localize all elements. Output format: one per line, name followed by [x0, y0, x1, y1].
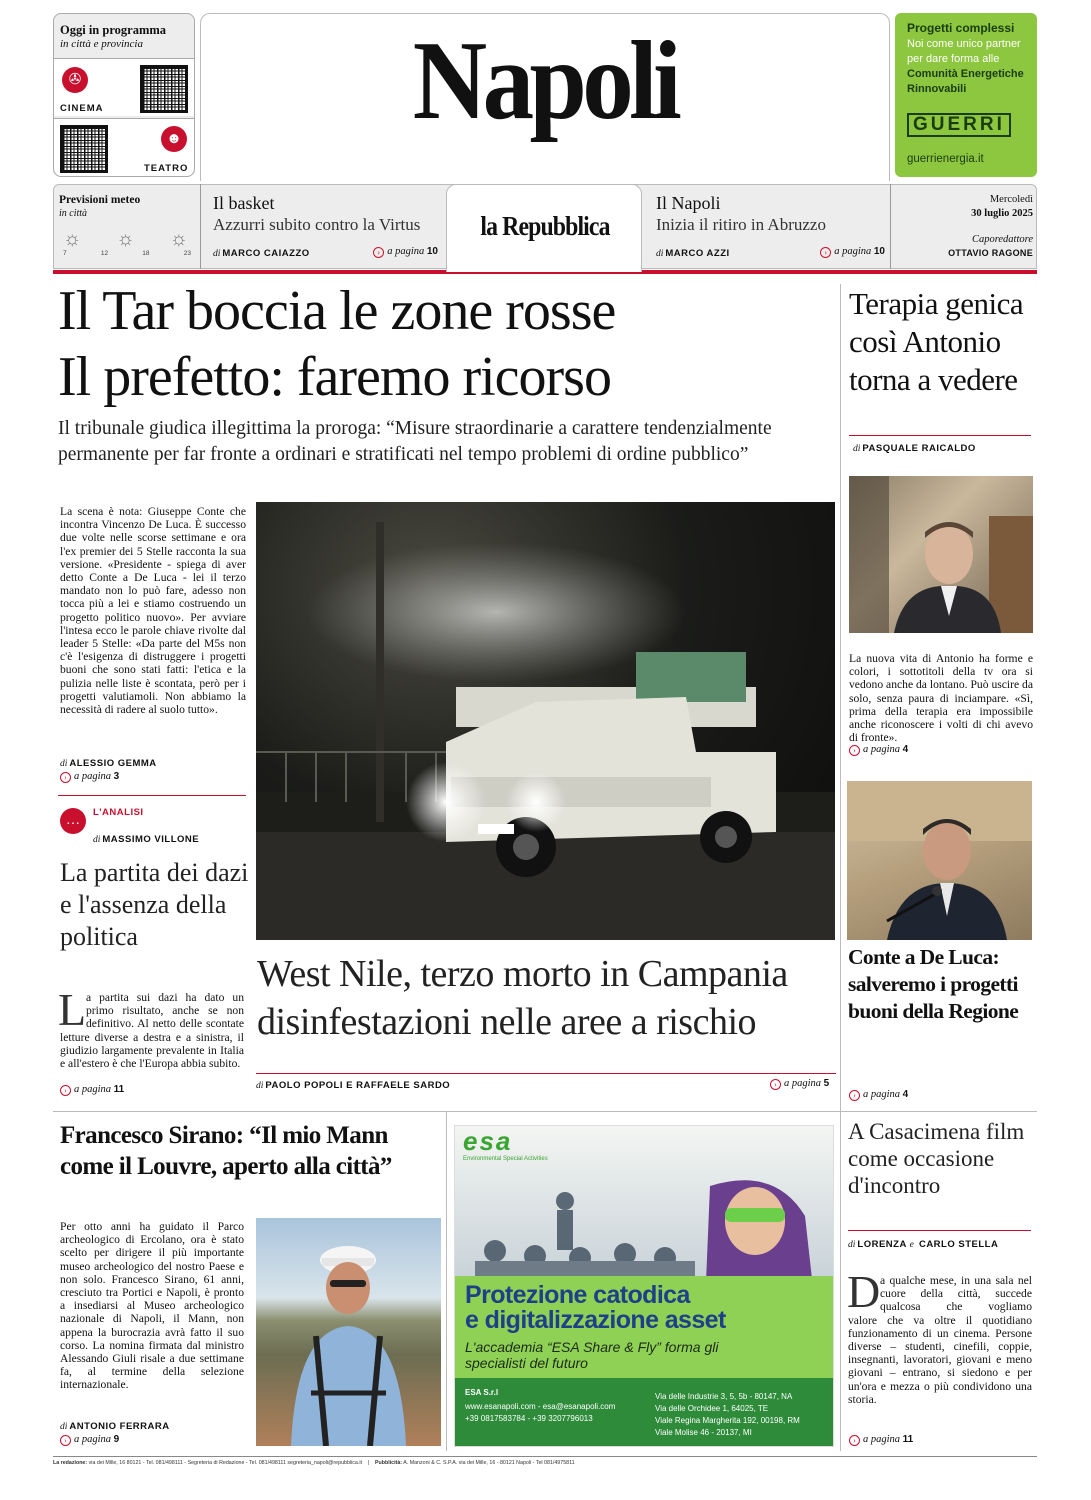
- weather-hour: 18: [142, 250, 150, 257]
- west-nile-byline-prefix: di: [256, 1081, 264, 1091]
- arrow-icon: ›: [849, 1090, 860, 1101]
- casacimena-text: a qualche mese, in una sala nel cuore della città, succede qualcosa che vogliamo: [880, 1274, 1032, 1313]
- gene-text: La nuova vita di Antonio ha forme e colori, i sottotitoli della tv ora si vedono anche da lontano. Può uscire da solo, senza paura di inciampare. «Sì, prima della terapia era impossibile anche riconoscere i volti di chi avevo di fronte».: [849, 652, 1033, 745]
- program-box: [53, 13, 195, 177]
- gene-byline: [853, 443, 976, 454]
- casacimena-ref-prefix: a pagina: [863, 1434, 901, 1445]
- conte-photo-drawing: [847, 781, 1032, 940]
- casacimena-author-2: CARLO STELLA: [918, 1239, 999, 1250]
- weather-hour: 12: [100, 250, 109, 257]
- arrow-icon: ›: [770, 1079, 781, 1090]
- footer-right: A. Manzoni & C. S.P.A. via dei Mille, 16 - 80121 Napoli - Tel 081/4975811: [403, 1460, 575, 1466]
- basket-teaser[interactable]: [200, 184, 443, 269]
- gene-author: PASQUALE RAICALDO: [862, 443, 976, 454]
- arrow-icon: ›: [60, 1085, 71, 1096]
- sirano-byline-prefix: di: [60, 1422, 68, 1432]
- casacimena-page-ref[interactable]: [849, 1434, 913, 1446]
- conte-author: ALESSIO GEMMA: [69, 758, 157, 769]
- sun-icon: ☼: [116, 227, 135, 250]
- conte-deluca-page: 4: [902, 1089, 909, 1100]
- west-nile-ref-prefix: a pagina: [784, 1078, 822, 1089]
- conte-ref-prefix: a pagina: [74, 771, 112, 782]
- conte-photo: [847, 781, 1032, 940]
- casacimena-and: e: [909, 1240, 914, 1250]
- footer: La redazione: via dei Mille, 16 80121 - Tel. 081/498111 - Segreteria di Redazione - Tel. 081/498111 segreteria_napoli@repubblica.it | Pubblicità: A. Manzoni & C. S.P.A. via dei Mille, 16 - 80121 Napoli - Tel 081/4975811: [53, 1460, 575, 1466]
- cinema-qr-icon[interactable]: [140, 65, 188, 113]
- conte-deluca-headline[interactable]: Conte a De Luca: salveremo i progetti buoni della Regione: [848, 945, 1019, 1023]
- date-box: [893, 184, 1033, 269]
- film-reel-icon: ✇: [62, 67, 88, 93]
- analysis-text: a partita sui dazi ha dato un primo risultato, anche se non definitivo. Al netto delle scontate: [86, 991, 244, 1030]
- west-nile-author: PAOLO POPOLI E RAFFAELE SARDO: [265, 1080, 451, 1091]
- casacimena-headline[interactable]: A Casacimena film come occasione d'incontro: [848, 1119, 1025, 1198]
- conte-deluca-ref-prefix: a pagina: [863, 1089, 901, 1100]
- arrow-icon: ›: [849, 745, 860, 756]
- analysis-text-2: [60, 1030, 244, 1083]
- lead-subhead: Il tribunale giudica illegittima la proroga: “Misure straordinarie a carattere tendenzialmente permanente per far fronte a ordinari e stratificati nel tempo problemi di ordine pubblico”: [58, 418, 772, 465]
- napoli-headline: Inizia il ritiro in Abruzzo: [656, 215, 826, 234]
- weather-subtitle: in città: [59, 208, 88, 219]
- ad-esa-address-2: Via delle Orchidee 1, 64025, TE: [655, 1404, 769, 1413]
- ad-esa-contact-2[interactable]: +39 0817583784 - +39 3207796013: [465, 1414, 593, 1423]
- napoli-teaser[interactable]: [644, 184, 890, 269]
- sirano-page: 9: [113, 1434, 120, 1445]
- weather-hour: 7: [63, 250, 67, 257]
- analysis-headline[interactable]: La partita dei dazi e l'assenza della politica: [60, 858, 249, 951]
- basket-kicker: Il basket: [213, 193, 275, 213]
- footer-right-label: Pubblicità:: [374, 1460, 403, 1466]
- section-rule: [849, 435, 1031, 436]
- lead-headline-2[interactable]: Il prefetto: faremo ricorso: [58, 346, 611, 408]
- gene-ref-prefix: a pagina: [863, 744, 901, 755]
- napoli-byline: [656, 248, 730, 259]
- editor-role: Caporedattore: [971, 234, 1033, 245]
- west-nile-headline[interactable]: West Nile, terzo morto in Campania disinfestazioni nelle aree a rischio: [257, 953, 788, 1043]
- ad-esa-address-3: Viale Regina Margherita 192, 00198, RM: [655, 1416, 800, 1425]
- brand-logo: la Repubblica: [480, 211, 610, 241]
- sirano-ref-prefix: a pagina: [74, 1434, 112, 1445]
- gene-page: 4: [902, 744, 909, 755]
- analysis-ref-prefix: a pagina: [74, 1084, 112, 1095]
- basket-ref-prefix: a pagina: [387, 246, 425, 257]
- sirano-photo: [256, 1218, 441, 1446]
- ad-guerri-line2: per dare forma alle: [907, 53, 1000, 65]
- ad-guerri-line1: Noi come unico partner: [907, 38, 1021, 50]
- west-nile-photo-drawing: [256, 502, 835, 940]
- sun-icon: ☼: [169, 227, 188, 250]
- ad-esa[interactable]: [454, 1125, 834, 1447]
- sirano-photo-drawing: [256, 1218, 441, 1446]
- arrow-icon: ›: [60, 772, 71, 783]
- teatro-qr-icon[interactable]: [60, 125, 108, 173]
- gene-page-ref[interactable]: [849, 744, 908, 756]
- weather-hours: [63, 250, 191, 257]
- basket-byline-prefix: di: [213, 249, 221, 259]
- west-nile-page-ref[interactable]: [770, 1078, 829, 1090]
- ad-esa-info-band: [455, 1378, 834, 1447]
- lead-headline-1[interactable]: Il Tar boccia le zone rosse: [58, 280, 616, 342]
- column-divider: [446, 1111, 447, 1451]
- sirano-headline[interactable]: Francesco Sirano: “Il mio Mann come il Louvre, aperto alla città”: [60, 1122, 392, 1180]
- basket-author: MARCO CAIAZZO: [222, 248, 310, 259]
- footer-left-label: La redazione:: [53, 1460, 88, 1466]
- analysis-page: 11: [113, 1084, 125, 1095]
- napoli-ref-prefix: a pagina: [834, 246, 872, 257]
- bar-divider: [890, 184, 891, 269]
- casacimena-byline: [848, 1239, 998, 1250]
- basket-headline: Azzurri subito contro la Virtus: [213, 215, 421, 234]
- basket-page-ref[interactable]: [373, 246, 438, 258]
- analysis-author: MASSIMO VILLONE: [102, 834, 200, 845]
- conte-deluca-page-ref[interactable]: [849, 1089, 908, 1101]
- arrow-icon: ›: [820, 247, 831, 258]
- napoli-page: 10: [873, 246, 885, 257]
- cinema-cell[interactable]: [54, 58, 194, 116]
- sirano-byline: [60, 1421, 170, 1432]
- editor-name: OTTAVIO RAGONE: [948, 248, 1033, 258]
- ad-esa-headline-2: e digitalizzazione asset: [465, 1306, 726, 1334]
- casacimena-text-continued: valore che va oltre il quotidiano funzionamento di un cinema. Persone diverse – studenti, cinefili, coppie, insegnanti, lavoratori, giovani e meno giovani – entrano, si siedono e per un'ora e mezza o più condividono una storia.: [848, 1313, 1032, 1406]
- napoli-byline-prefix: di: [656, 249, 664, 259]
- napoli-page-ref[interactable]: [820, 246, 885, 258]
- ad-esa-tagline: L'accademia “ESA Share & Fly” forma gli specialisti del futuro: [465, 1339, 719, 1371]
- gene-byline-prefix: di: [853, 444, 861, 454]
- ad-guerri[interactable]: [895, 13, 1037, 177]
- section-rule: [58, 795, 246, 796]
- column-divider: [840, 1111, 841, 1451]
- ad-esa-contact-1[interactable]: www.esanapoli.com - esa@esanapoli.com: [465, 1402, 616, 1411]
- theatre-mask-icon: ☻: [161, 126, 187, 152]
- basket-page: 10: [426, 246, 438, 257]
- antonio-photo: [849, 476, 1033, 633]
- ad-esa-company: ESA S.r.l: [465, 1388, 499, 1397]
- program-title: Oggi in programma: [60, 23, 167, 37]
- west-nile-photo: [256, 502, 835, 940]
- sun-icon: ☼: [63, 227, 82, 250]
- west-nile-page: 5: [823, 1078, 830, 1089]
- conte-story-text: La scena è nota: Giuseppe Conte che incontra Vincenzo De Luca. È successo due volte nelle scorse settimane e ora l'ex premier dei 5 Stelle racconta la sua versione. «Presidente - spiega di aver detto Conte a De Luca - lei il terzo mandato non lo può fare, adesso non tocca più a lei e stiamo costruendo un progetto politico nuovo». Per avviare l'intesa ecco le parole chiave rivolte dal leader 5 Stelle: «Da parte del M5s non c'è l'esigenza di distruggere i progetti buoni che sono stati fatti: l'etica e la pulizia nelle liste è scontata, però per i progetti valutiamoli. Non abbiamo la necessità di radere al suolo tutto».: [60, 505, 246, 717]
- teatro-cell[interactable]: [54, 118, 194, 176]
- program-subtitle: in città e provincia: [60, 38, 143, 50]
- analysis-label: L'ANALISI: [93, 807, 144, 818]
- casacimena-text-1: [880, 1274, 1032, 1313]
- analysis-text-continued: letture diverse a destra e a sinistra, il giudizio largamente prevalente in Italia e all'estero è che l'Europa abbia subito.: [60, 1030, 244, 1071]
- section-divider: [53, 1111, 1037, 1112]
- arrow-icon: ›: [60, 1435, 71, 1446]
- date-day: Mercoledì: [989, 194, 1033, 205]
- casacimena-dropcap: D: [847, 1266, 881, 1317]
- antonio-photo-drawing: [849, 476, 1033, 633]
- conte-byline-prefix: di: [60, 759, 68, 769]
- analysis-dropcap: L: [58, 984, 87, 1035]
- weather-hour: 23: [183, 250, 191, 257]
- napoli-kicker: Il Napoli: [656, 193, 721, 213]
- ad-esa-address-4: Viale Molise 46 - 20137, MI: [655, 1428, 752, 1437]
- column-divider: [840, 284, 841, 1114]
- section-rule: [848, 1230, 1031, 1231]
- date-full: 30 luglio 2025: [971, 208, 1033, 219]
- ad-esa-headline-1: Protezione catodica: [465, 1281, 690, 1309]
- teatro-label: TEATRO: [144, 163, 189, 174]
- analysis-byline: [93, 834, 199, 845]
- ad-esa-logo: esa: [463, 1126, 513, 1156]
- ad-guerri-line4: Rinnovabili: [907, 83, 967, 95]
- cinema-label: CINEMA: [60, 103, 104, 114]
- ad-guerri-url[interactable]: guerrienergia.it: [907, 153, 984, 165]
- analysis-page-ref[interactable]: [60, 1084, 124, 1096]
- masthead-title: Napoli: [412, 19, 678, 143]
- ad-esa-logo-sub: Environmental Special Activities: [463, 1156, 548, 1162]
- footer-left: via dei Mille, 16 80121 - Tel. 081/498111 - Segreteria di Redazione - Tel. 081/498111 segreteria_napoli@repubblica.it: [88, 1460, 362, 1466]
- west-nile-byline: [256, 1080, 450, 1091]
- conte-page-ref[interactable]: [60, 771, 119, 783]
- casacimena-author-1: LORENZA: [857, 1239, 907, 1250]
- conte-story-byline: [60, 758, 157, 769]
- speech-bubble-icon: …: [60, 808, 86, 834]
- repubblica-tab: [446, 184, 642, 272]
- basket-byline: [213, 248, 310, 259]
- casacimena-page: 11: [902, 1434, 914, 1445]
- conte-page: 3: [113, 771, 120, 782]
- napoli-author: MARCO AZZI: [665, 248, 730, 259]
- sirano-author: ANTONIO FERRARA: [69, 1421, 170, 1432]
- casacimena-text-2: [848, 1313, 1032, 1433]
- casacimena-byline-prefix: di: [848, 1240, 856, 1250]
- sirano-text: Per otto anni ha guidato il Parco archeologico di Ercolano, ora è stato scelto per dirigere il più importante museo archeologico del nostro Paese e non solo. Francesco Sirano, 61 anni, cresciuto tra Portici e Napoli, è pronto a insediarsi al Museo archeologico nazionale di Napoli, il Mann, non appena la burocrazia avrà fatto il suo corso. La nomina firmata dal ministro Alessando Giuli risale a due settimane fa, al termine della selezione internazionale.: [60, 1220, 244, 1392]
- ad-guerri-line3: Comunità Energetiche: [907, 68, 1024, 80]
- ad-guerri-title: Progetti complessi: [907, 21, 1015, 35]
- sirano-page-ref[interactable]: [60, 1434, 119, 1446]
- footer-rule: [53, 1456, 1037, 1457]
- section-rule: [256, 1073, 836, 1074]
- ad-guerri-logo: GUERRI: [907, 113, 1011, 137]
- analysis-text-1: [86, 991, 244, 1030]
- arrow-icon: ›: [849, 1435, 860, 1446]
- weather-box: [53, 184, 195, 269]
- analysis-byline-prefix: di: [93, 835, 101, 845]
- ad-esa-address-1: Via delle Industrie 3, 5, 5b - 80147, NA: [655, 1392, 793, 1401]
- arrow-icon: ›: [373, 247, 384, 258]
- gene-headline[interactable]: Terapia genica così Antonio torna a vedere: [849, 286, 1024, 397]
- weather-title: Previsioni meteo: [59, 194, 141, 206]
